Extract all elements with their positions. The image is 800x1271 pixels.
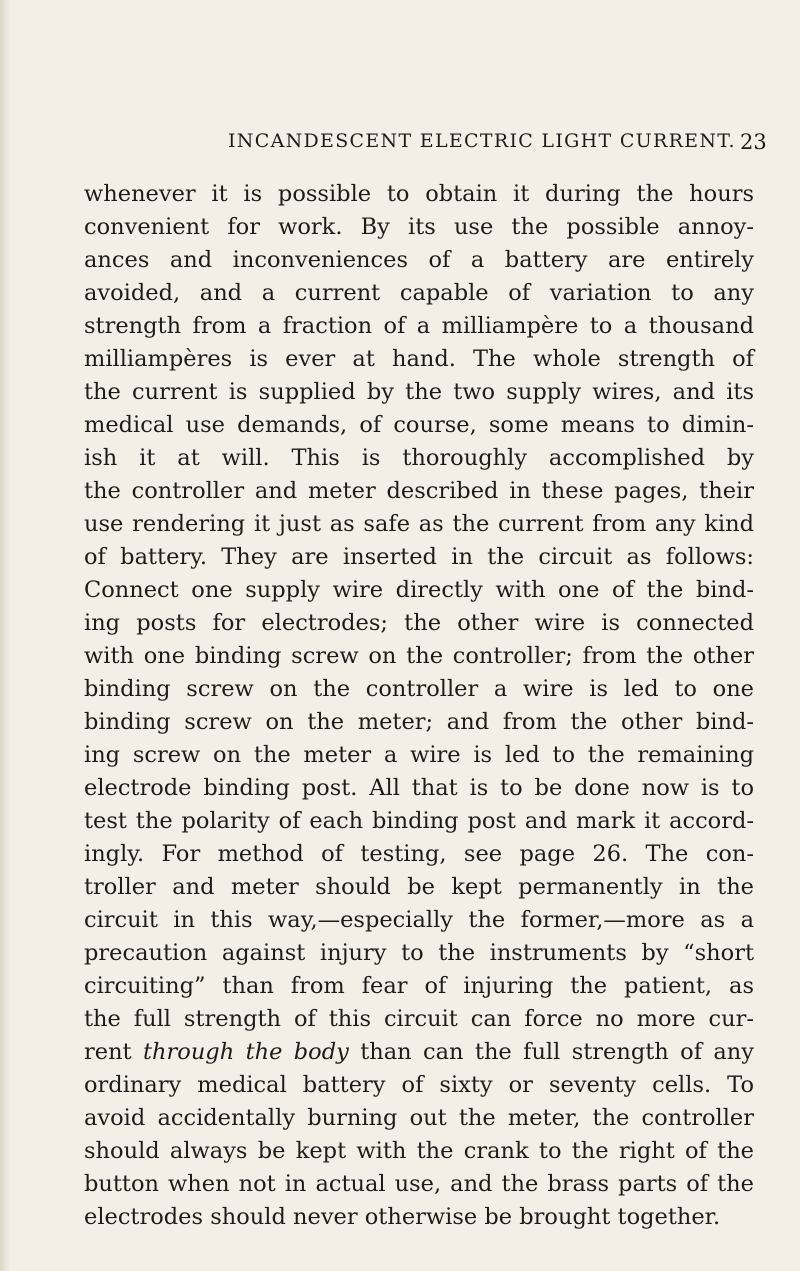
text-line: circuit in this way,—especially the former,—more as a [84, 907, 754, 933]
text-segment: rent [84, 1039, 143, 1065]
text-line: strength from a fraction of a milliampère to a thousand [84, 313, 754, 339]
text-line: circuiting” than from fear of injuring the patient, as [84, 973, 754, 999]
text-line: the controller and meter described in these pages, their [84, 478, 754, 504]
text-line: ingly. For method of testing, see page 26. The con- [84, 841, 754, 867]
text-line: should always be kept with the crank to the right of the [84, 1138, 754, 1164]
text-line: the current is supplied by the two supply wires, and its [84, 379, 754, 405]
text-line: ish it at will. This is thoroughly accomplished by [84, 445, 754, 471]
page-number: 23 [740, 130, 767, 154]
text-line: whenever it is possible to obtain it during the hours [84, 181, 754, 207]
text-line: milliampères is ever at hand. The whole strength of [84, 346, 754, 372]
text-line: test the polarity of each binding post and mark it accord- [84, 808, 754, 834]
running-head-title: INCANDESCENT ELECTRIC LIGHT CURRENT. [228, 130, 736, 152]
text-line: avoided, and a current capable of variation to any [84, 280, 754, 306]
page-gutter-shadow [0, 0, 10, 1271]
text-line: electrode binding post. All that is to be done now is to [84, 775, 754, 801]
text-line: convenient for work. By its use the possible annoy- [84, 214, 754, 240]
text-line: of battery. They are inserted in the circuit as follows: [84, 544, 754, 570]
text-line: medical use demands, of course, some means to dimin- [84, 412, 754, 438]
text-segment: than can the full strength of any [348, 1039, 755, 1065]
text-line: ances and inconveniences of a battery are entirely [84, 247, 754, 273]
text-line: avoid accidentally burning out the meter, the controller [84, 1105, 754, 1131]
text-line: binding screw on the meter; and from the other bind- [84, 709, 754, 735]
text-line: ordinary medical battery of sixty or seventy cells. To [84, 1072, 754, 1098]
text-line: Connect one supply wire directly with one of the bind- [84, 577, 754, 603]
italic-phrase: through the body [142, 1039, 349, 1065]
text-line: electrodes should never otherwise be brought together. [84, 1204, 721, 1230]
text-line: precaution against injury to the instruments by “short [84, 940, 754, 966]
text-line: the full strength of this circuit can force no more cur- [84, 1006, 754, 1032]
text-line: button when not in actual use, and the brass parts of the [84, 1171, 754, 1197]
text-line: binding screw on the controller a wire is led to one [84, 676, 754, 702]
text-line-with-italic [84, 1036, 754, 1069]
body-paragraph [84, 178, 754, 1234]
text-line: with one binding screw on the controller; from the other [84, 643, 754, 669]
text-line: ing screw on the meter a wire is led to the remaining [84, 742, 754, 768]
text-line: use rendering it just as safe as the current from any kind [84, 511, 754, 537]
text-line: ing posts for electrodes; the other wire is connected [84, 610, 754, 636]
text-line: troller and meter should be kept permanently in the [84, 874, 754, 900]
